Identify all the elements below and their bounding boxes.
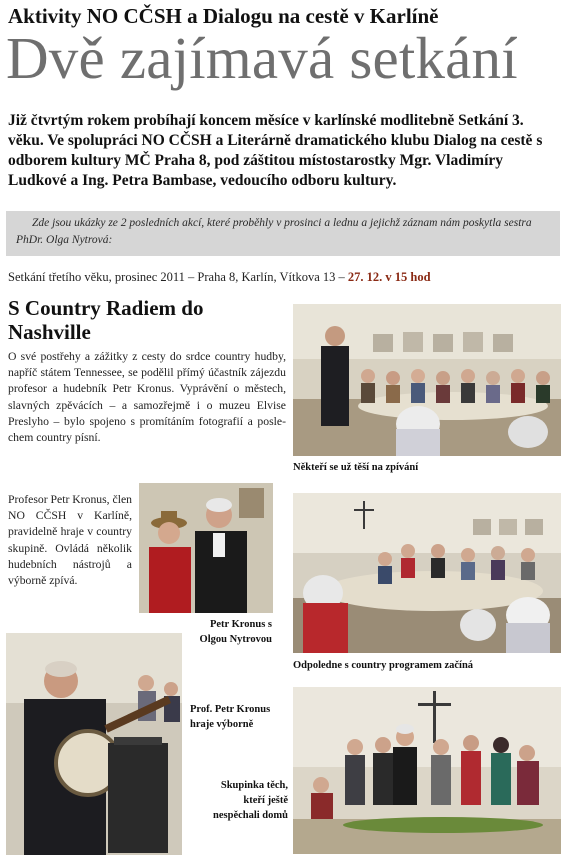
photo-audience-waiting xyxy=(293,304,561,456)
photo-kronus-banjo xyxy=(6,633,182,855)
caption-photo-5: Skupinka těch, kteří ještě nespěchali domů xyxy=(213,780,288,821)
event-place: Setkání třetího věku, prosinec 2011 – Praha 8, Karlín, Vítkova 13 – xyxy=(8,270,348,284)
caption-photo-3: Odpoledne s country programem začíná xyxy=(293,660,474,671)
article-headline: Dvě zajímavá setkání xyxy=(6,25,518,91)
note-text: Zde jsou ukázky ze 2 posledních akcí, které proběhly v prosinci a lednu a jejichž záznam nám poskytla sestra PhDr. Olga Nytrová: xyxy=(16,217,532,246)
photo-afternoon-begins xyxy=(293,493,561,653)
note-box xyxy=(6,211,560,256)
article-lead: Již čtvrtým rokem probíhají koncem měsíce v karlínské modlitebně Setkání 3. věku. Ve spolupráci NO CČSH a Literárně dramatického klubu Dialog na cestě s odborem kultury MČ Praha 8, pod záštitou místostarostky Mgr. Vladimíry Ludkové a Ing. Petra Bambase, vedoucího odboru kultury. xyxy=(8,112,543,189)
caption-photo-1: Někteří se už těší na zpívání xyxy=(293,462,419,473)
caption-photo-4: Prof. Petr Kronus hraje výborně xyxy=(190,704,271,730)
photo-group-staying xyxy=(293,687,561,854)
body-paragraph-1: O své postřehy a zážitky z cesty do srdce country hudby, napříč státem Tennessee, se podělil přímý účastník zájezdu profesor a hudebník Petr Kronus. Vyprávění o městech, slavných zpěvácích – a samozřejmě i o muzeu Elvise Preslyho – bylo spojeno s promítáním fotografií a poslechem country písní. xyxy=(8,350,286,445)
body-paragraph-2: Profesor Petr Kronus, člen NO CČSH v Karlíně, pravidelně hraje v country skupině. Ovládá několik hudebních nástrojů a výborně zpívá. xyxy=(8,493,132,588)
event-line xyxy=(8,270,431,285)
article-kicker: Aktivity NO CČSH a Dialogu na cestě v Karlíně xyxy=(8,4,439,28)
photo-kronus-nytrova xyxy=(139,483,273,613)
caption-photo-2: Petr Kronus s Olgou Nytrovou xyxy=(199,619,272,645)
section-subhead: S Country Radiem do Nashville xyxy=(8,296,204,344)
event-date: 27. 12. v 15 hod xyxy=(347,270,431,284)
